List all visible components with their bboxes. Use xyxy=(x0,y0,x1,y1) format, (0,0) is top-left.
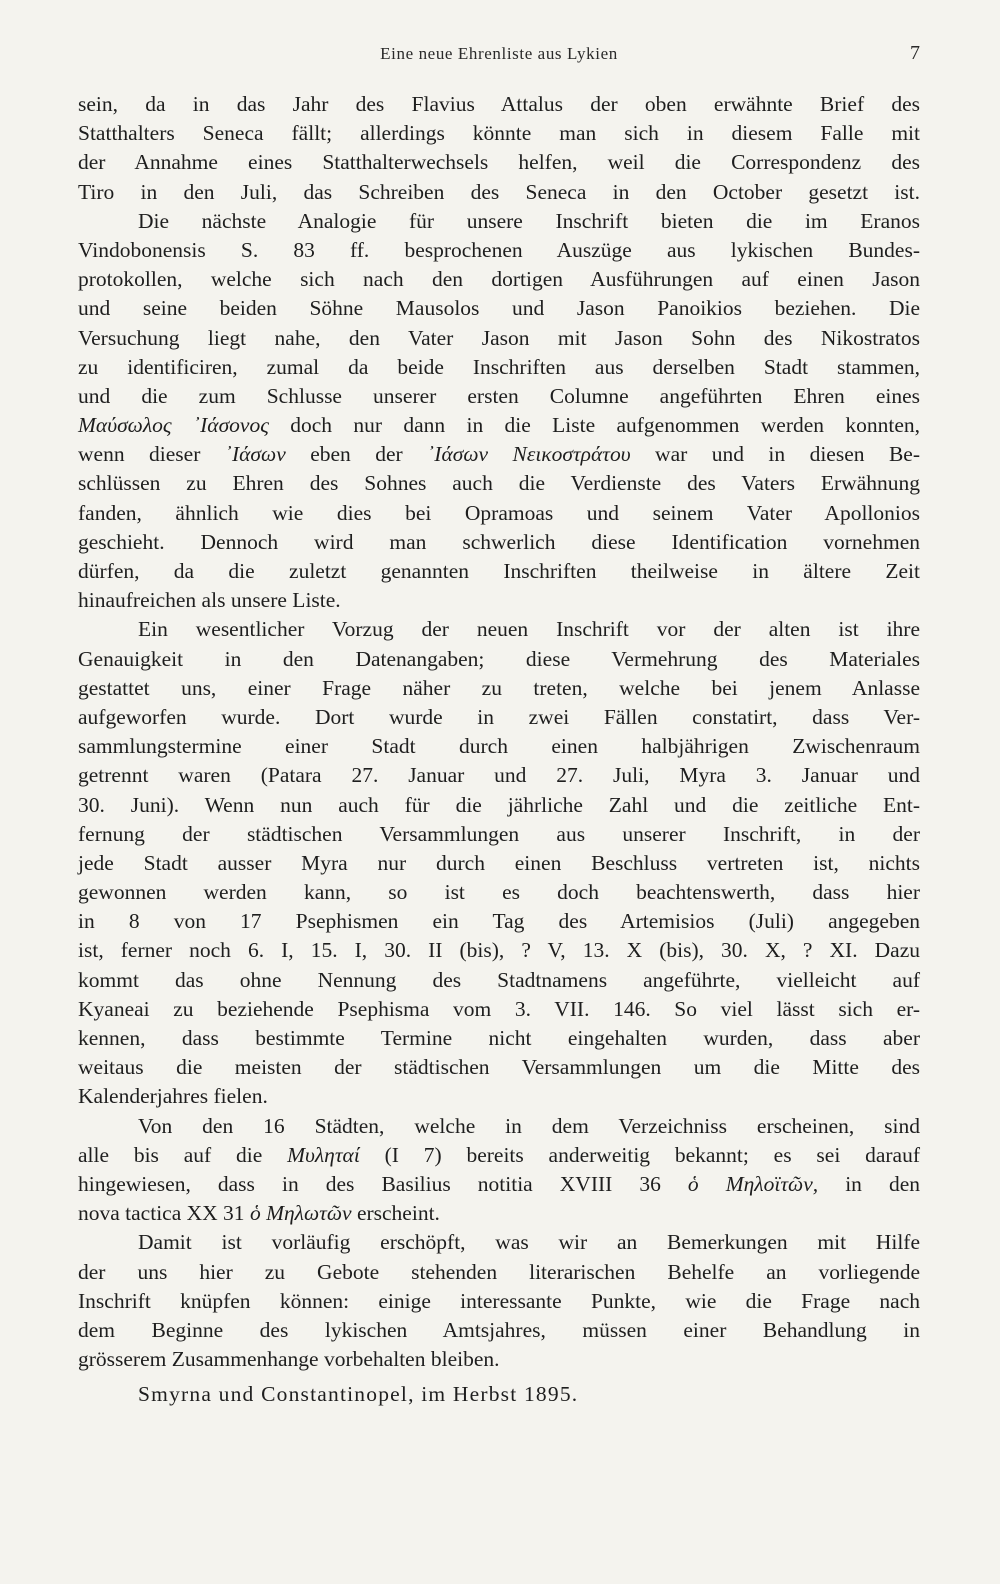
line-text: alle bis auf die xyxy=(78,1142,288,1167)
text-line xyxy=(78,849,920,878)
text-line xyxy=(78,1170,920,1199)
line-text: war und in diesen Be- xyxy=(630,442,921,467)
text-line xyxy=(78,703,920,732)
text-line xyxy=(78,1228,920,1257)
running-head-title: Eine neue Ehrenliste aus Lykien xyxy=(380,44,618,63)
text-line xyxy=(78,1199,920,1228)
text-line xyxy=(78,615,920,644)
text-line xyxy=(78,966,920,995)
paragraph xyxy=(78,207,920,616)
text-line xyxy=(78,294,920,323)
line-text: (I 7) bereits anderweitig bekannt; es sei darauf xyxy=(359,1142,920,1167)
running-head xyxy=(78,44,920,70)
line-text: kommt das ohne Nennung des Stadtnamens angeführte, vielleicht auf xyxy=(78,967,920,992)
text-line xyxy=(78,119,920,148)
text-line xyxy=(78,586,920,615)
line-text: dem Beginne des lykischen Amtsjahres, müssen einer Behandlung in xyxy=(78,1317,920,1342)
line-text: wenn dieser xyxy=(78,442,225,467)
line-text: der Annahme eines Statthalterwechsels helfen, weil die Correspondenz des xyxy=(78,150,920,175)
greek-term: Μυληταί xyxy=(287,1142,360,1167)
page-number: 7 xyxy=(910,42,920,64)
line-text: 30. Juni). Wenn nun auch für die jährliche Zahl und die zeitliche Ent- xyxy=(78,792,920,817)
text-line xyxy=(78,1316,920,1345)
line-text: fanden, ähnlich wie dies bei Opramoas und seinem Vater Apollonios xyxy=(78,500,920,525)
line-text: sein, da in das Jahr des Flavius Attalus der oben erwähnte Brief des xyxy=(78,92,920,116)
line-text: in den xyxy=(818,1171,921,1196)
text-line xyxy=(78,761,920,790)
text-line xyxy=(78,207,920,236)
line-text: Kyaneai zu beziehende Psephisma vom 3. VII. 146. So viel lässt sich er- xyxy=(78,996,920,1021)
line-text: geschieht. Dennoch wird man schwerlich diese Identification vornehmen xyxy=(78,529,920,554)
text-line xyxy=(78,878,920,907)
line-text: und seine beiden Söhne Mausolos und Jason Panoikios beziehen. Die xyxy=(78,296,920,321)
line-text: Inschrift knüpfen können: einige interessante Punkte, wie die Frage nach xyxy=(78,1288,920,1313)
line-text: getrennt waren (Patara 27. Januar und 27. Juli, Myra 3. Januar und xyxy=(78,763,920,788)
greek-term: ᾿Ιάσων xyxy=(224,442,286,467)
line-text: gestattet uns, einer Frage näher zu treten, welche bei jenem Anlasse xyxy=(78,675,920,700)
paragraph xyxy=(78,90,920,207)
text-line xyxy=(78,1287,920,1316)
line-text: hingewiesen, dass in des Basilius notitia XVIII 36 xyxy=(78,1171,688,1196)
text-line xyxy=(78,1024,920,1053)
line-text: kennen, dass bestimmte Termine nicht eingehalten wurden, dass aber xyxy=(78,1026,920,1050)
line-text: Damit ist vorläufig erschöpft, was wir an Bemerkungen mit Hilfe xyxy=(138,1230,920,1255)
line-text: grösserem Zusammenhange vorbehalten bleiben. xyxy=(78,1347,500,1372)
line-text: nova tactica XX 31 xyxy=(78,1201,250,1226)
line-text: Tiro in den Juli, das Schreiben des Seneca in den October gesetzt ist. xyxy=(78,179,920,204)
line-text: in 8 von 17 Psephismen ein Tag des Artemisios (Juli) angegeben xyxy=(78,909,920,934)
text-line xyxy=(78,411,920,440)
text-line xyxy=(78,732,920,761)
text-line xyxy=(78,148,920,177)
text-line xyxy=(78,499,920,528)
line-text: weitaus die meisten der städtischen Versammlungen um die Mitte des xyxy=(78,1055,920,1080)
text-line xyxy=(78,1258,920,1287)
text-line xyxy=(78,820,920,849)
line-text: Statthalters Seneca fällt; allerdings könnte man sich in diesem Falle mit xyxy=(78,121,920,146)
line-text: und die zum Schlusse unserer ersten Columne angeführten Ehren eines xyxy=(78,383,920,408)
line-text: Vindobonensis S. 83 ff. besprochenen Auszüge aus lykischen Bundes- xyxy=(78,237,920,262)
text-line xyxy=(78,382,920,411)
line-text: eben der xyxy=(285,442,428,467)
text-line xyxy=(78,1053,920,1082)
text-line xyxy=(78,1082,920,1111)
line-text: sammlungstermine einer Stadt durch einen halbjährigen Zwischenraum xyxy=(78,734,920,759)
text-line xyxy=(78,469,920,498)
line-text: Die nächste Analogie für unsere Inschrift bieten die im Eranos xyxy=(138,208,920,233)
line-text: doch nur dann in die Liste aufgenommen werden konnten, xyxy=(268,413,920,438)
text-line xyxy=(78,236,920,265)
line-text: protokollen, welche sich nach den dortigen Ausführungen auf einen Jason xyxy=(78,267,920,292)
line-text: hinaufreichen als unsere Liste. xyxy=(78,588,341,613)
line-text: jede Stadt ausser Myra nur durch einen Beschluss vertreten ist, nichts xyxy=(78,850,920,875)
paragraph xyxy=(78,1112,920,1229)
line-text: zu identificiren, zumal da beide Inschriften aus derselben Stadt stammen, xyxy=(78,354,920,379)
text-line xyxy=(78,528,920,557)
line-text: Ein wesentlicher Vorzug der neuen Inschrift vor der alten ist ihre xyxy=(138,617,920,642)
line-text: dürfen, da die zuletzt genannten Inschriften theilweise in ältere Zeit xyxy=(78,559,920,583)
line-text: schlüssen zu Ehren des Sohnes auch die Verdienste des Vaters Erwähnung xyxy=(78,471,920,496)
paragraph xyxy=(78,615,920,1111)
line-text: Genauigkeit in den Datenangaben; diese Vermehrung des Materiales xyxy=(78,646,920,671)
paragraph xyxy=(78,1228,920,1374)
greek-term: ὁ Μηλοϊτῶν, xyxy=(687,1171,819,1196)
greek-term: ᾿Ιάσων Νεικοστράτου xyxy=(427,442,631,467)
text-line xyxy=(78,995,920,1024)
line-text: gewonnen werden kann, so ist es doch beachtenswerth, dass hier xyxy=(78,880,920,905)
text-line xyxy=(78,674,920,703)
line-text: Von den 16 Städten, welche in dem Verzeichniss erscheinen, sind xyxy=(138,1113,920,1138)
text-line xyxy=(78,907,920,936)
text-line xyxy=(78,90,920,119)
body-text xyxy=(78,90,920,1409)
text-line xyxy=(78,353,920,382)
line-text: Kalenderjahres fielen. xyxy=(78,1084,268,1109)
text-line xyxy=(78,645,920,674)
line-text: aufgeworfen wurde. Dort wurde in zwei Fällen constatirt, dass Ver- xyxy=(78,704,920,729)
text-line xyxy=(78,178,920,207)
text-line xyxy=(78,557,920,586)
text-line xyxy=(78,936,920,965)
text-line xyxy=(78,1141,920,1170)
text-line xyxy=(78,265,920,294)
line-text: der uns hier zu Gebote stehenden literarischen Behelfe an vorliegende xyxy=(78,1259,920,1284)
text-line xyxy=(78,791,920,820)
line-text: ist, ferner noch 6. I, 15. I, 30. II (bis), ? V, 13. X (bis), 30. X, ? XI. Dazu xyxy=(78,938,920,963)
line-text: erscheint. xyxy=(351,1201,440,1226)
greek-term: Μαύσωλος ᾿Ιάσονος xyxy=(78,413,269,438)
text-line xyxy=(78,324,920,353)
greek-term: ὁ Μηλωτῶν xyxy=(249,1201,352,1226)
text-line xyxy=(78,440,920,469)
closing-place-date: Smyrna und Constantinopel, im Herbst 1895. xyxy=(138,1382,579,1407)
line-text: Versuchung liegt nahe, den Vater Jason mit Jason Sohn des Nikostratos xyxy=(78,325,920,350)
text-line xyxy=(78,1112,920,1141)
line-text: fernung der städtischen Versammlungen aus unserer Inschrift, in der xyxy=(78,821,920,846)
text-line xyxy=(78,1345,920,1374)
